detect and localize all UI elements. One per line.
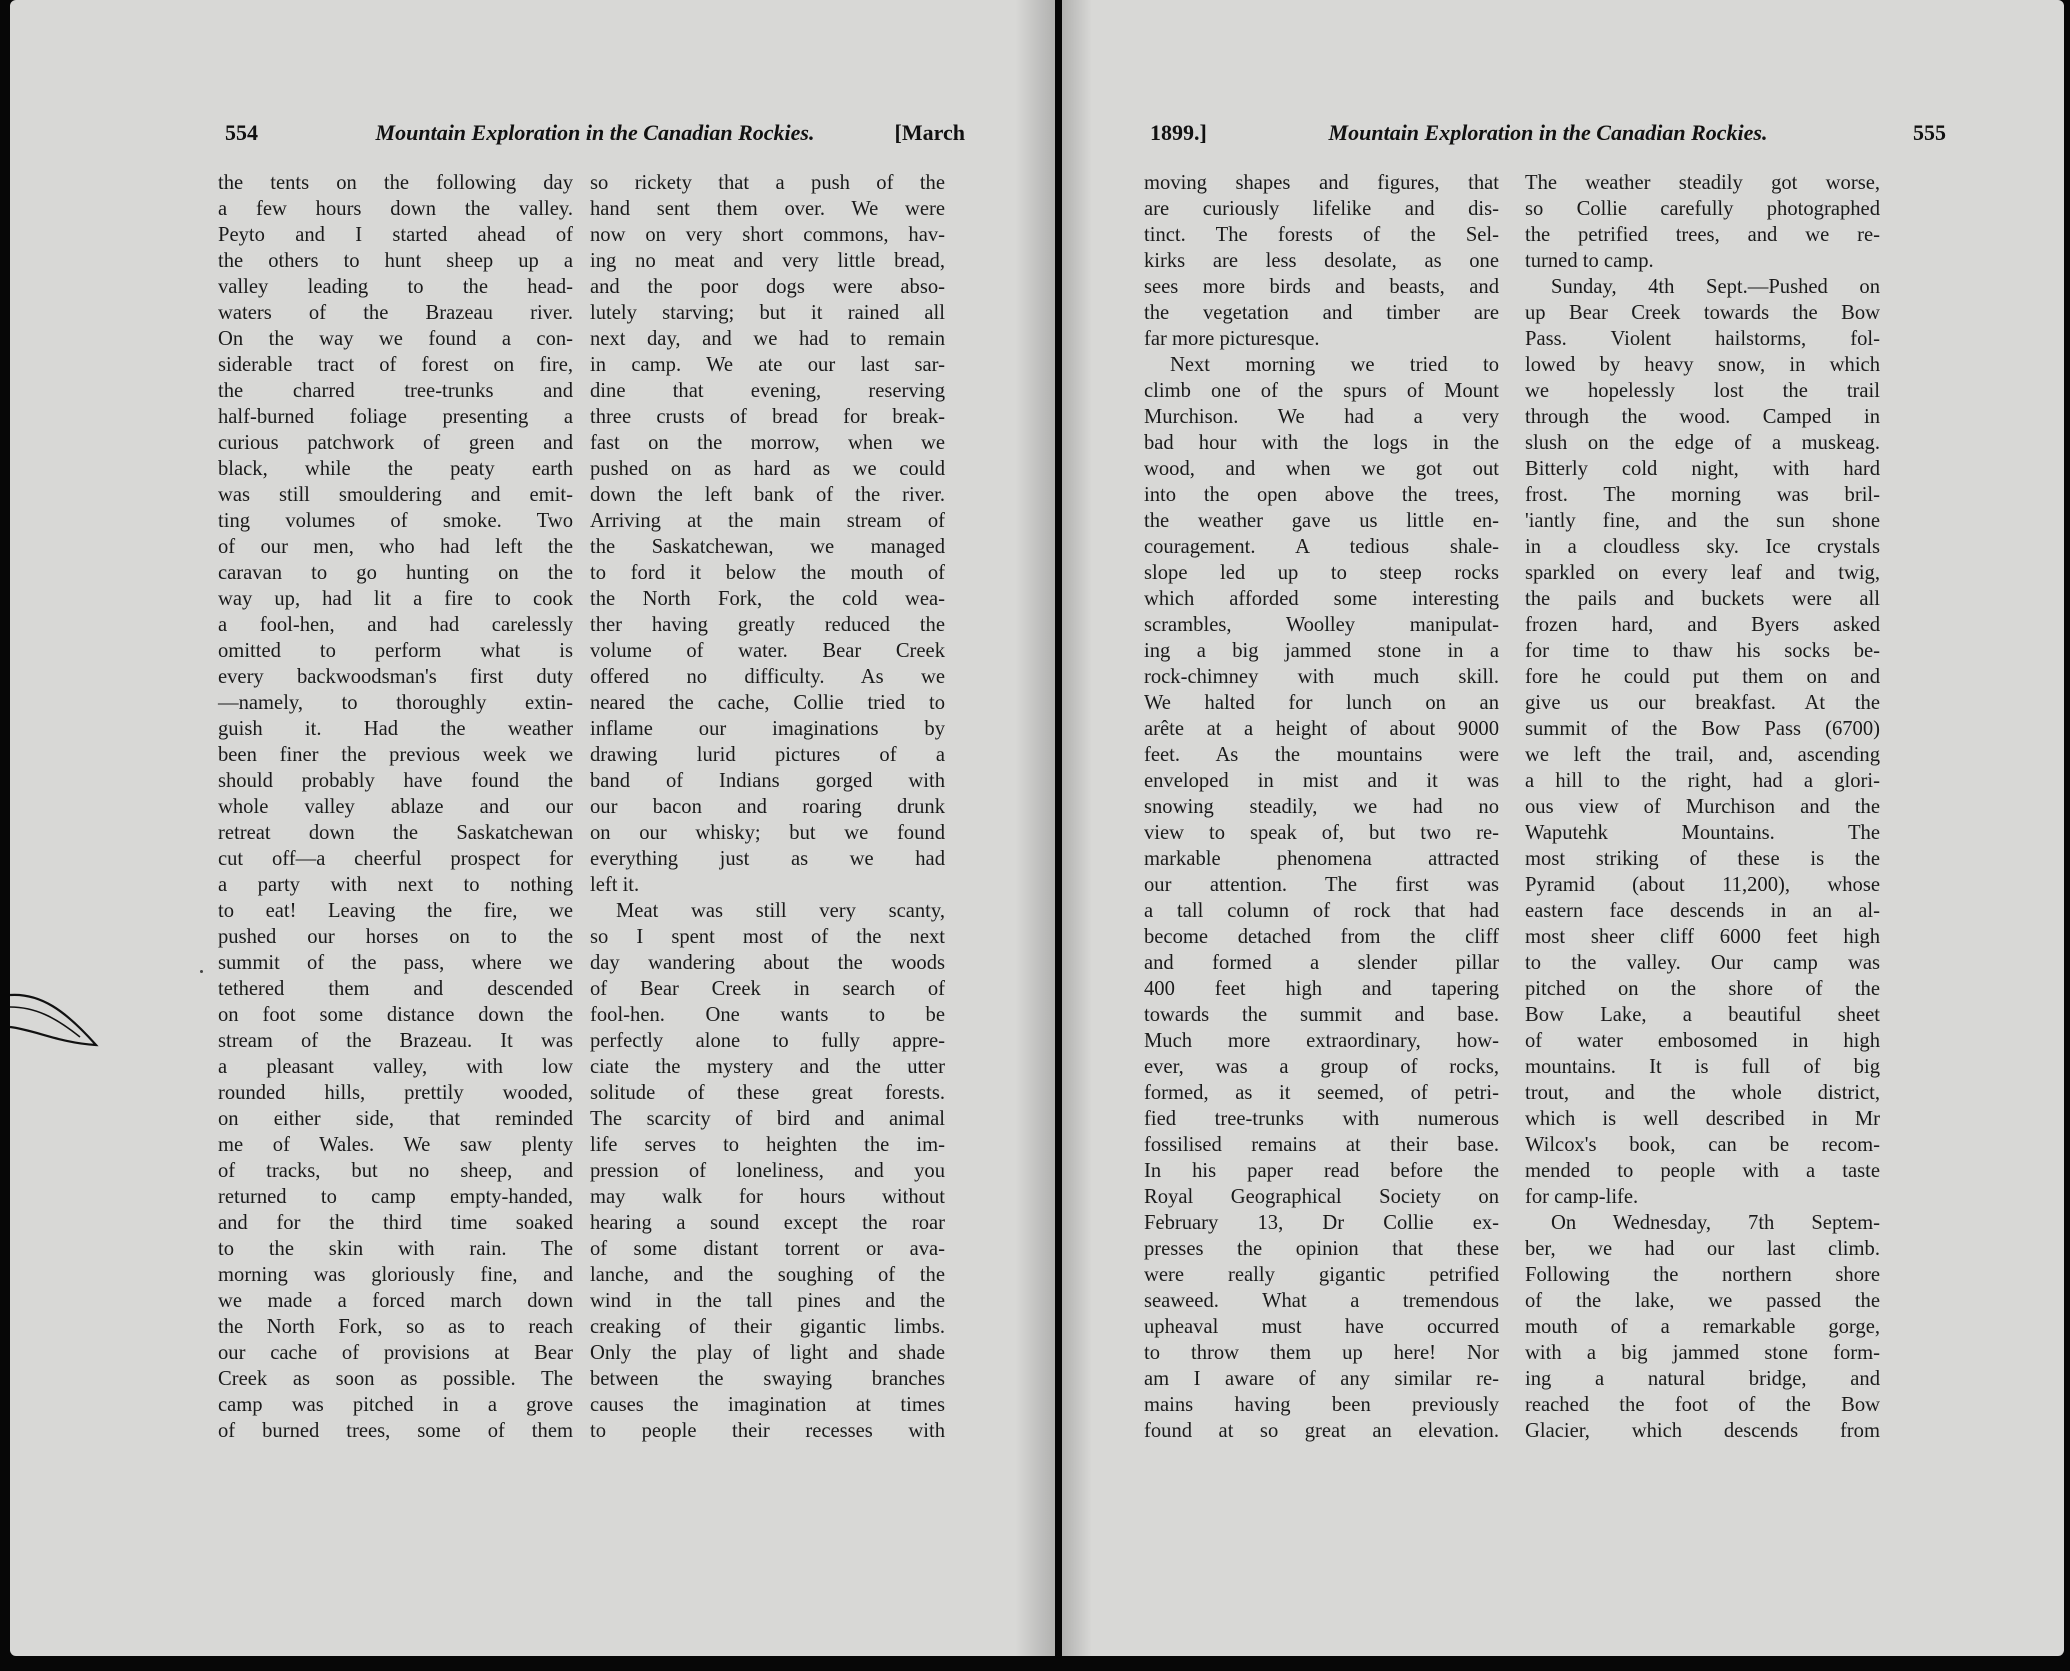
text-line: solitude of these great forests. bbox=[590, 1082, 945, 1104]
left-running-title: Mountain Exploration in the Canadian Rockies. bbox=[375, 120, 815, 145]
text-line: our bacon and roaring drunk bbox=[590, 796, 945, 818]
text-line: We halted for lunch on an bbox=[1144, 692, 1499, 714]
text-line: summit of the pass, where we bbox=[218, 952, 573, 974]
text-line: On Wednesday, 7th Septem- bbox=[1551, 1212, 1880, 1234]
gutter-shadow bbox=[1015, 0, 1055, 1656]
text-line: life serves to heighten the im- bbox=[590, 1134, 945, 1156]
text-line: The weather steadily got worse, bbox=[1525, 172, 1880, 194]
text-line: hearing a sound except the roar bbox=[590, 1212, 945, 1234]
text-line: our cache of provisions at Bear bbox=[218, 1342, 573, 1364]
text-line: and for the third time soaked bbox=[218, 1212, 573, 1234]
text-line: were really gigantic petrified bbox=[1144, 1264, 1499, 1286]
text-line: February 13, Dr Collie ex- bbox=[1144, 1212, 1499, 1234]
text-line: of burned trees, some of them bbox=[218, 1420, 573, 1442]
text-line: Creek as soon as possible. The bbox=[218, 1368, 573, 1390]
text-line: —namely, to thoroughly extin- bbox=[218, 692, 573, 714]
text-line: Pyramid (about 11,200), whose bbox=[1525, 874, 1880, 896]
text-line: a fool-hen, and had carelessly bbox=[218, 614, 573, 636]
right-header-date: 1899.] bbox=[1150, 120, 1207, 145]
text-line: every backwoodsman's first duty bbox=[218, 666, 573, 688]
text-line: of tracks, but no sheep, and bbox=[218, 1160, 573, 1182]
text-line: down the left bank of the river. bbox=[590, 484, 945, 506]
left-column-2 bbox=[590, 170, 945, 1444]
text-line: camp was pitched in a grove bbox=[218, 1394, 573, 1416]
right-page-number: 555 bbox=[1913, 120, 1946, 145]
text-line: valley leading to the head- bbox=[218, 276, 573, 298]
text-line: a pleasant valley, with low bbox=[218, 1056, 573, 1078]
text-line: causes the imagination at times bbox=[590, 1394, 945, 1416]
text-line: the vegetation and timber are bbox=[1144, 302, 1499, 324]
text-line: towards the summit and base. bbox=[1144, 1004, 1499, 1026]
text-line: pushed on as hard as we could bbox=[590, 458, 945, 480]
text-line: are curiously lifelike and dis- bbox=[1144, 198, 1499, 220]
text-line: three crusts of bread for break- bbox=[590, 406, 945, 428]
text-line: next day, and we had to remain bbox=[590, 328, 945, 350]
text-line: creaking of their gigantic limbs. bbox=[590, 1316, 945, 1338]
text-line: the North Fork, so as to reach bbox=[218, 1316, 573, 1338]
text-line: mountains. It is full of big bbox=[1525, 1056, 1880, 1078]
text-line: sparkled on every leaf and twig, bbox=[1525, 562, 1880, 584]
text-line: Pass. Violent hailstorms, fol- bbox=[1525, 328, 1880, 350]
text-line: Royal Geographical Society on bbox=[1144, 1186, 1499, 1208]
text-line: drawing lurid pictures of a bbox=[590, 744, 945, 766]
text-line: fossilised remains at their base. bbox=[1144, 1134, 1499, 1156]
text-line: we left the trail, and, ascending bbox=[1525, 744, 1880, 766]
text-line: Waputehk Mountains. The bbox=[1525, 822, 1880, 844]
text-line: sees more birds and beasts, and bbox=[1144, 276, 1499, 298]
text-line: waters of the Brazeau river. bbox=[218, 302, 573, 324]
text-line: a hill to the right, had a glori- bbox=[1525, 770, 1880, 792]
text-line: retreat down the Saskatchewan bbox=[218, 822, 573, 844]
text-line: Murchison. We had a very bbox=[1144, 406, 1499, 428]
text-line: on our whisky; but we found bbox=[590, 822, 945, 844]
text-line: Much more extraordinary, how- bbox=[1144, 1030, 1499, 1052]
text-line: was still smouldering and emit- bbox=[218, 484, 573, 506]
text-line: cut off—a cheerful prospect for bbox=[218, 848, 573, 870]
text-line: whole valley ablaze and our bbox=[218, 796, 573, 818]
right-column-2 bbox=[1525, 170, 1880, 1444]
text-line: view to speak of, but two re- bbox=[1144, 822, 1499, 844]
text-line: mains having been previously bbox=[1144, 1394, 1499, 1416]
text-line: way up, had lit a fire to cook bbox=[218, 588, 573, 610]
text-line: to eat! Leaving the fire, we bbox=[218, 900, 573, 922]
text-line: Peyto and I started ahead of bbox=[218, 224, 573, 246]
text-line: and the poor dogs were abso- bbox=[590, 276, 945, 298]
text-line: returned to camp empty-handed, bbox=[218, 1186, 573, 1208]
feather-bookmark-icon bbox=[10, 985, 100, 1065]
text-line: siderable tract of forest on fire, bbox=[218, 354, 573, 376]
text-line: Following the northern shore bbox=[1525, 1264, 1880, 1286]
text-line: mended to people with a taste bbox=[1525, 1160, 1880, 1182]
text-line: formed, as it seemed, of petri- bbox=[1144, 1082, 1499, 1104]
text-line: most sheer cliff 6000 feet high bbox=[1525, 926, 1880, 948]
text-line: tinct. The forests of the Sel- bbox=[1144, 224, 1499, 246]
text-line: which afforded some interesting bbox=[1144, 588, 1499, 610]
text-line: On the way we found a con- bbox=[218, 328, 573, 350]
text-line: offered no difficulty. As we bbox=[590, 666, 945, 688]
text-line: Next morning we tried to bbox=[1170, 354, 1499, 376]
text-line: found at so great an elevation. bbox=[1144, 1420, 1499, 1442]
margin-mark bbox=[200, 970, 203, 973]
text-line: pushed our horses on to the bbox=[218, 926, 573, 948]
text-line: ous view of Murchison and the bbox=[1525, 796, 1880, 818]
text-line: we made a forced march down bbox=[218, 1290, 573, 1312]
text-line: so Collie carefully photographed bbox=[1525, 198, 1880, 220]
gutter-shadow-right bbox=[1062, 0, 1092, 1656]
text-line: now on very short commons, hav- bbox=[590, 224, 945, 246]
text-line: In his paper read before the bbox=[1144, 1160, 1499, 1182]
text-line: into the open above the trees, bbox=[1144, 484, 1499, 506]
right-running-title: Mountain Exploration in the Canadian Rockies. bbox=[1328, 120, 1768, 145]
text-line: which is well described in Mr bbox=[1525, 1108, 1880, 1130]
text-line: moving shapes and figures, that bbox=[1144, 172, 1499, 194]
text-line: markable phenomena attracted bbox=[1144, 848, 1499, 870]
text-line: to throw them up here! Nor bbox=[1144, 1342, 1499, 1364]
text-line: ing a big jammed stone in a bbox=[1144, 640, 1499, 662]
text-line: pitched on the shore of the bbox=[1525, 978, 1880, 1000]
text-line: with a big jammed stone form- bbox=[1525, 1342, 1880, 1364]
right-running-header bbox=[1150, 120, 1946, 152]
text-line: pression of loneliness, and you bbox=[590, 1160, 945, 1182]
text-line: of our men, who had left the bbox=[218, 536, 573, 558]
text-line: the petrified trees, and we re- bbox=[1525, 224, 1880, 246]
text-line: the others to hunt sheep up a bbox=[218, 250, 573, 272]
text-line: most striking of these is the bbox=[1525, 848, 1880, 870]
text-line: been finer the previous week we bbox=[218, 744, 573, 766]
text-line: hand sent them over. We were bbox=[590, 198, 945, 220]
left-page-number: 554 bbox=[225, 120, 258, 145]
text-line: a few hours down the valley. bbox=[218, 198, 573, 220]
text-line: wind in the tall pines and the bbox=[590, 1290, 945, 1312]
text-line: enveloped in mist and it was bbox=[1144, 770, 1499, 792]
text-line: ever, was a group of rocks, bbox=[1144, 1056, 1499, 1078]
text-line: caravan to go hunting on the bbox=[218, 562, 573, 584]
text-line: guish it. Had the weather bbox=[218, 718, 573, 740]
text-line: dine that evening, reserving bbox=[590, 380, 945, 402]
text-line: to people their recesses with bbox=[590, 1420, 945, 1442]
text-line: arête at a height of about 9000 bbox=[1144, 718, 1499, 740]
text-line: the charred tree-trunks and bbox=[218, 380, 573, 402]
text-line: ciate the mystery and the utter bbox=[590, 1056, 945, 1078]
text-line: between the swaying branches bbox=[590, 1368, 945, 1390]
text-line: fore he could put them on and bbox=[1525, 666, 1880, 688]
text-line: climb one of the spurs of Mount bbox=[1144, 380, 1499, 402]
text-line: lutely starving; but it rained all bbox=[590, 302, 945, 324]
text-line: am I aware of any similar re- bbox=[1144, 1368, 1499, 1390]
text-line: me of Wales. We saw plenty bbox=[218, 1134, 573, 1156]
text-line: rounded hills, prettily wooded, bbox=[218, 1082, 573, 1104]
text-line: perfectly alone to fully appre- bbox=[590, 1030, 945, 1052]
text-line: for camp-life. bbox=[1525, 1186, 1639, 1208]
text-line: frost. The morning was bril- bbox=[1525, 484, 1880, 506]
text-line: presses the opinion that these bbox=[1144, 1238, 1499, 1260]
text-line: omitted to perform what is bbox=[218, 640, 573, 662]
text-line: 'iantly fine, and the sun shone bbox=[1525, 510, 1880, 532]
text-line: 400 feet high and tapering bbox=[1144, 978, 1499, 1000]
text-line: scrambles, Woolley manipulat- bbox=[1144, 614, 1499, 636]
text-line: frozen hard, and Byers asked bbox=[1525, 614, 1880, 636]
text-line: everything just as we had bbox=[590, 848, 945, 870]
text-line: volume of water. Bear Creek bbox=[590, 640, 945, 662]
text-line: tethered them and descended bbox=[218, 978, 573, 1000]
text-line: a tall column of rock that had bbox=[1144, 900, 1499, 922]
text-line: and formed a slender pillar bbox=[1144, 952, 1499, 974]
text-line: the pails and buckets were all bbox=[1525, 588, 1880, 610]
text-line: through the wood. Camped in bbox=[1525, 406, 1880, 428]
text-line: mouth of a remarkable gorge, bbox=[1525, 1316, 1880, 1338]
text-line: trout, and the whole district, bbox=[1525, 1082, 1880, 1104]
text-line: day wandering about the woods bbox=[590, 952, 945, 974]
text-line: become detached from the cliff bbox=[1144, 926, 1499, 948]
text-line: Glacier, which descends from bbox=[1525, 1420, 1880, 1442]
text-line: slope led up to steep rocks bbox=[1144, 562, 1499, 584]
text-line: of water embosomed in high bbox=[1525, 1030, 1880, 1052]
text-line: slush on the edge of a muskeag. bbox=[1525, 432, 1880, 454]
text-line: eastern face descends in an al- bbox=[1525, 900, 1880, 922]
right-page bbox=[1062, 0, 2064, 1656]
text-line: Wilcox's book, can be recom- bbox=[1525, 1134, 1880, 1156]
text-line: of some distant torrent or ava- bbox=[590, 1238, 945, 1260]
text-line: ing a natural bridge, and bbox=[1525, 1368, 1880, 1390]
left-running-header bbox=[225, 120, 965, 152]
text-line: fool-hen. One wants to be bbox=[590, 1004, 945, 1026]
right-column-1 bbox=[1144, 170, 1499, 1444]
text-line: our attention. The first was bbox=[1144, 874, 1499, 896]
text-line: morning was gloriously fine, and bbox=[218, 1264, 573, 1286]
text-line: left it. bbox=[590, 874, 640, 896]
text-line: on foot some distance down the bbox=[218, 1004, 573, 1026]
text-line: snowing steadily, we had no bbox=[1144, 796, 1499, 818]
text-line: band of Indians gorged with bbox=[590, 770, 945, 792]
left-column-1 bbox=[218, 170, 573, 1444]
text-line: on either side, that reminded bbox=[218, 1108, 573, 1130]
left-header-date: [March bbox=[894, 120, 965, 145]
text-line: turned to camp. bbox=[1525, 250, 1654, 272]
text-line: we hopelessly lost the trail bbox=[1525, 380, 1880, 402]
text-line: Arriving at the main stream of bbox=[590, 510, 945, 532]
text-line: Bow Lake, a beautiful sheet bbox=[1525, 1004, 1880, 1026]
text-line: may walk for hours without bbox=[590, 1186, 945, 1208]
text-line: of Bear Creek in search of bbox=[590, 978, 945, 1000]
text-line: reached the foot of the Bow bbox=[1525, 1394, 1880, 1416]
text-line: fied tree-trunks with numerous bbox=[1144, 1108, 1499, 1130]
text-line: up Bear Creek towards the Bow bbox=[1525, 302, 1880, 324]
text-line: half-burned foliage presenting a bbox=[218, 406, 573, 428]
text-line: ber, we had our last climb. bbox=[1525, 1238, 1880, 1260]
text-line: ing no meat and very little bread, bbox=[590, 250, 945, 272]
text-line: of the lake, we passed the bbox=[1525, 1290, 1880, 1312]
text-line: in a cloudless sky. Ice crystals bbox=[1525, 536, 1880, 558]
text-line: summit of the Bow Pass (6700) bbox=[1525, 718, 1880, 740]
text-line: to ford it below the mouth of bbox=[590, 562, 945, 584]
text-line: the tents on the following day bbox=[218, 172, 573, 194]
text-line: wood, and when we got out bbox=[1144, 458, 1499, 480]
text-line: far more picturesque. bbox=[1144, 328, 1320, 350]
text-line: lanche, and the soughing of the bbox=[590, 1264, 945, 1286]
text-line: curious patchwork of green and bbox=[218, 432, 573, 454]
text-line: the weather gave us little en- bbox=[1144, 510, 1499, 532]
text-line: black, while the peaty earth bbox=[218, 458, 573, 480]
text-line: ther having greatly reduced the bbox=[590, 614, 945, 636]
text-line: the North Fork, the cold wea- bbox=[590, 588, 945, 610]
text-line: ting volumes of smoke. Two bbox=[218, 510, 573, 532]
text-line: Meat was still very scanty, bbox=[616, 900, 945, 922]
text-line: should probably have found the bbox=[218, 770, 573, 792]
text-line: inflame our imaginations by bbox=[590, 718, 945, 740]
text-line: to the valley. Our camp was bbox=[1525, 952, 1880, 974]
text-line: lowed by heavy snow, in which bbox=[1525, 354, 1880, 376]
text-line: so I spent most of the next bbox=[590, 926, 945, 948]
text-line: feet. As the mountains were bbox=[1144, 744, 1499, 766]
text-line: seaweed. What a tremendous bbox=[1144, 1290, 1499, 1312]
text-line: a party with next to nothing bbox=[218, 874, 573, 896]
text-line: upheaval must have occurred bbox=[1144, 1316, 1499, 1338]
text-line: bad hour with the logs in the bbox=[1144, 432, 1499, 454]
text-line: stream of the Brazeau. It was bbox=[218, 1030, 573, 1052]
text-line: The scarcity of bird and animal bbox=[590, 1108, 945, 1130]
text-line: Sunday, 4th Sept.—Pushed on bbox=[1551, 276, 1880, 298]
text-line: Bitterly cold night, with hard bbox=[1525, 458, 1880, 480]
text-line: fast on the morrow, when we bbox=[590, 432, 945, 454]
text-line: to the skin with rain. The bbox=[218, 1238, 573, 1260]
text-line: in camp. We ate our last sar- bbox=[590, 354, 945, 376]
text-line: neared the cache, Collie tried to bbox=[590, 692, 945, 714]
text-line: couragement. A tedious shale- bbox=[1144, 536, 1499, 558]
text-line: give us our breakfast. At the bbox=[1525, 692, 1880, 714]
text-line: for time to thaw his socks be- bbox=[1525, 640, 1880, 662]
text-line: Only the play of light and shade bbox=[590, 1342, 945, 1364]
text-line: rock-chimney with much skill. bbox=[1144, 666, 1499, 688]
text-line: the Saskatchewan, we managed bbox=[590, 536, 945, 558]
left-page bbox=[10, 0, 1055, 1656]
text-line: so rickety that a push of the bbox=[590, 172, 945, 194]
text-line: kirks are less desolate, as one bbox=[1144, 250, 1499, 272]
